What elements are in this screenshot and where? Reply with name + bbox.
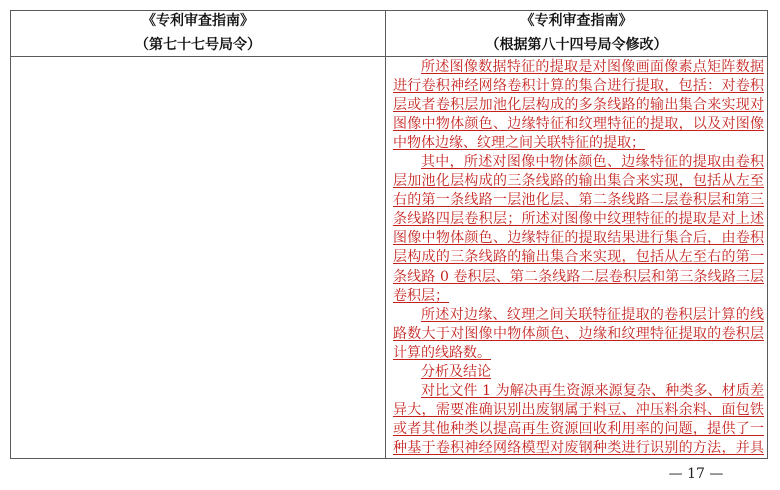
column-divider	[385, 10, 386, 459]
revision-text-line: 所述图像数据特征的提取是对图像画面像素点矩阵数据	[421, 58, 764, 75]
left-column-body	[11, 57, 385, 458]
revision-text-line: 计算的线路数。	[393, 344, 491, 361]
revision-text-line: 层或者卷积层加池化层构成的多条线路的输出集合来实现对	[393, 96, 764, 113]
revision-paragraph	[393, 363, 764, 382]
right-column-body	[393, 58, 764, 459]
left-column-header-subtitle: （第七十七号局令）	[135, 37, 261, 53]
revision-text-line: 进行卷积神经网络卷积计算的集合进行提取，包括：对卷积	[393, 77, 764, 94]
right-column-header-title: 《专利审查指南》	[520, 13, 633, 29]
right-column-header	[386, 10, 767, 56]
revision-paragraph	[393, 153, 764, 306]
revision-paragraph	[393, 58, 764, 153]
revision-text-line: 异大，需要准确识别出废钢属于料豆、冲压料余料、面包铁	[393, 402, 764, 419]
revision-text-line: 右的第一条线路一层池化层、第二条线路二层卷积层和第三	[393, 192, 764, 209]
right-column-header-subtitle: （根据第八十四号局令修改）	[485, 37, 668, 53]
revision-text-line: 层构成的三条线路的输出集合来实现，包括从左至右的第一	[393, 249, 764, 266]
revision-text-line: 条线路四层卷积层；所述对图像中纹理特征的提取是对上述	[393, 211, 764, 228]
revision-text-line: 路数大于对图像中物体颜色、边缘和纹理特征提取的卷积层	[393, 325, 764, 342]
revision-text-line: 种基于卷积神经网络模型对废钢种类进行识别的方法，并具	[393, 440, 764, 457]
revision-paragraph	[393, 306, 764, 363]
revision-text-line: 或者其他种类以提高再生资源回收利用率的问题，提供了一	[393, 421, 764, 438]
revision-text-line: 所述对边缘、纹理之间关联特征提取的卷积层计算的线	[421, 306, 764, 323]
revision-text-line: 中物体边缘、纹理之间关联特征的提取；	[393, 134, 645, 151]
revision-text-line: 卷积层；	[393, 287, 449, 304]
revision-text-line: 其中，所述对图像中物体颜色、边缘特征的提取由卷积	[421, 153, 764, 170]
revision-text-line: 图像中物体颜色、边缘特征的提取结果进行集合后，由卷积	[393, 230, 764, 247]
revision-text-line: 图像中物体颜色、边缘特征和纹理特征的提取，以及对图像	[393, 115, 764, 132]
revision-paragraph	[393, 382, 764, 458]
left-column-header-title: 《专利审查指南》	[142, 13, 254, 29]
revision-text-line: 对比文件 1 为解决再生资源来源复杂、种类多、材质差	[421, 383, 764, 400]
revision-text-line: 分析及结论	[421, 364, 491, 380]
revision-text-line: 条线路 0 卷积层、第二条线路二层卷积层和第三条线路三层	[393, 268, 764, 285]
left-column-header	[11, 10, 385, 56]
page-number: — 17 —	[668, 466, 724, 482]
revision-text-line: 层加池化层构成的三条线路的输出集合来实现，包括从左至	[393, 173, 764, 190]
